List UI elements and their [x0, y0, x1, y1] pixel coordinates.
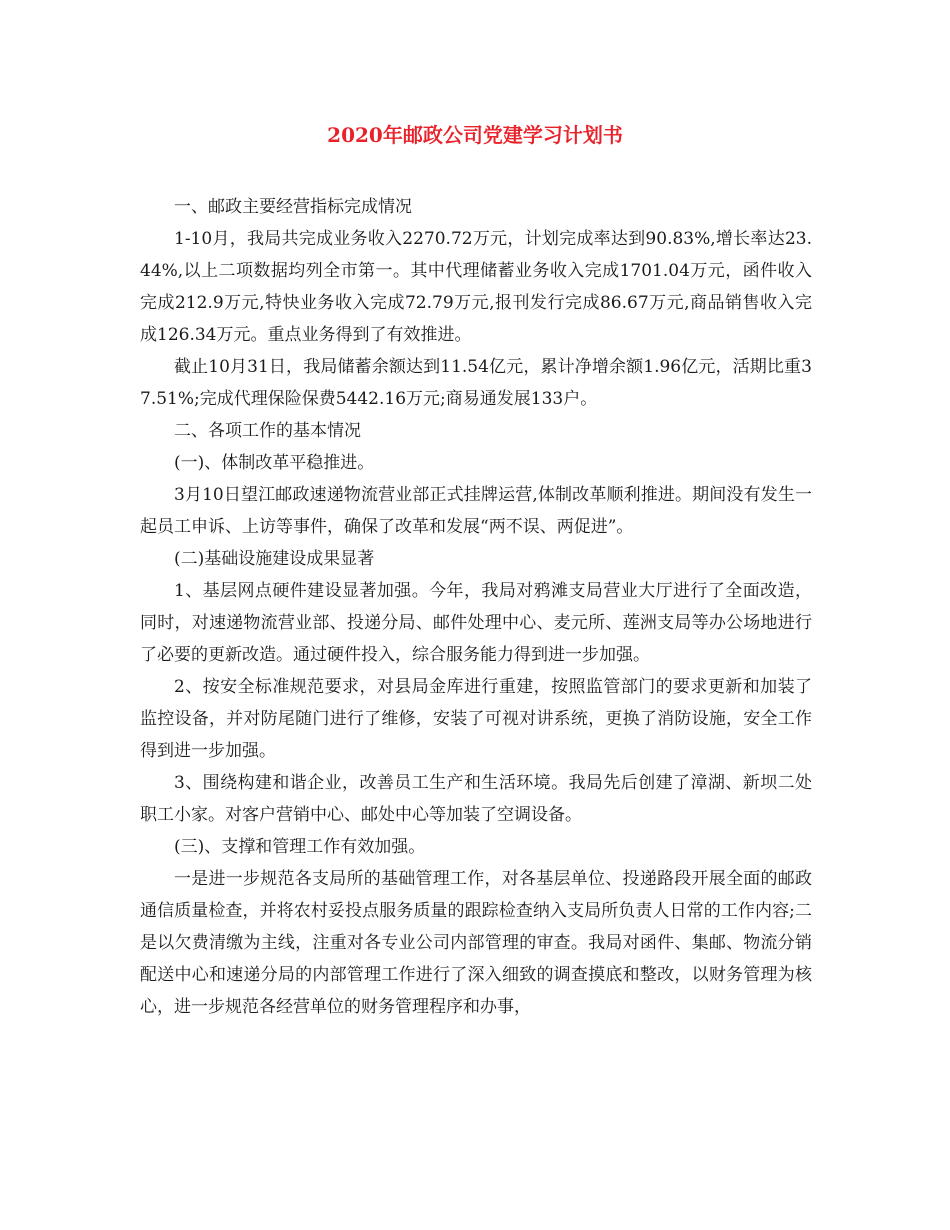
paragraph-savings: 截止10月31日，我局储蓄余额达到11.54亿元，累计净增余额1.96亿元，活期比重37.51%;完成代理保险保费5442.16万元;商易通发展133户。	[140, 357, 812, 409]
paragraph-infrastructure-3: 3、围绕构建和谐企业，改善员工生产和生活环境。我局先后创建了漳湖、新坝二处职工小家。对客户营销中心、邮处中心等加装了空调设备。	[140, 773, 812, 825]
paragraph-management: 一是进一步规范各支局所的基础管理工作，对各基层单位、投递路段开展全面的邮政通信质量检查，并将农村妥投点服务质量的跟踪检查纳入支局所负责人日常的工作内容;二是以欠费清缴为主线，注重对各专业公司内部管理的审查。我局对函件、集邮、物流分销配送中心和速递分局的内部管理工作进行了深入细致的调查摸底和整改，以财务管理为核心，进一步规范各经营单位的财务管理程序和办事，	[140, 869, 812, 1017]
section-heading-1: 一、邮政主要经营指标完成情况	[174, 197, 412, 217]
subsection-heading-1: (一)、体制改革平稳推进。	[174, 453, 375, 473]
paragraph-revenue: 1-10月，我局共完成业务收入2270.72万元，计划完成率达到90.83%,增长率达23.44%,以上二项数据均列全市第一。其中代理储蓄业务收入完成1701.04万元，函件收入完成212.9万元,特快业务收入完成72.79万元,报刊发行完成86.67万元,商品销售收入完成126.34万元。重点业务得到了有效推进。	[140, 229, 812, 345]
section-heading-2: 二、各项工作的基本情况	[174, 421, 361, 441]
paragraph-infrastructure-1: 1、基层网点硬件建设显著加强。今年，我局对鸦滩支局营业大厅进行了全面改造，同时，对速递物流营业部、投递分局、邮件处理中心、麦元所、莲洲支局等办公场地进行了必要的更新改造。通过硬件投入，综合服务能力得到进一步加强。	[140, 581, 812, 665]
subsection-heading-2: (二)基础设施建设成果显著	[174, 549, 375, 569]
document-body	[140, 191, 812, 1023]
document-title: 2020年邮政公司党建学习计划书	[327, 123, 623, 147]
paragraph-infrastructure-2: 2、按安全标准规范要求，对县局金库进行重建，按照监管部门的要求更新和加装了监控设备，并对防尾随门进行了维修，安装了可视对讲系统，更换了消防设施，安全工作得到进一步加强。	[140, 677, 812, 761]
paragraph-reform: 3月10日望江邮政速递物流营业部正式挂牌运营,体制改革顺利推进。期间没有发生一起员工申诉、上访等事件，确保了改革和发展“两不误、两促进”。	[140, 485, 812, 537]
subsection-heading-3: (三)、支撑和管理工作有效加强。	[174, 837, 426, 857]
